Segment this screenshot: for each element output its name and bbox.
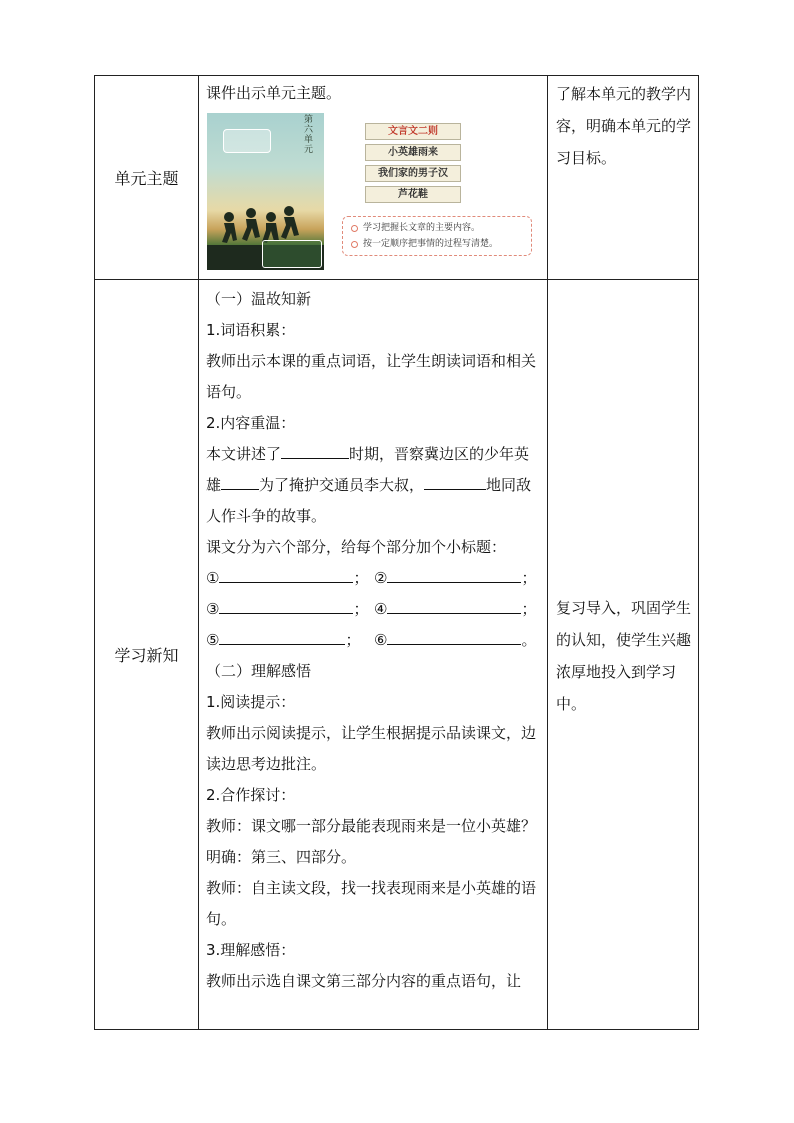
paragraph: 教师：课文哪一部分最能表现雨来是一位小英雄？	[206, 817, 537, 835]
step-label: 1.词语积累：	[206, 321, 296, 339]
step-label: 3.理解感悟：	[206, 941, 296, 959]
section-label: 学习新知	[95, 280, 199, 1030]
design-intent: 了解本单元的教学内容，明确本单元的学习目标。	[556, 85, 692, 167]
cover-vertical-title: 第六单元	[304, 115, 314, 155]
activity-cell	[199, 76, 548, 280]
subtitle-blanks-row: ① ； ② ；	[206, 563, 540, 594]
step-label: 2.内容重温：	[206, 414, 296, 432]
paragraph: 教师出示选自课文第三部分内容的重点语句，让	[206, 972, 522, 990]
subtitle-blanks-row: ③ ； ④ ；	[206, 594, 540, 625]
paragraph: 课文分为六个部分，给每个部分加个小标题：	[206, 538, 507, 556]
activity-cell	[199, 280, 548, 1030]
answer-blank	[281, 440, 349, 459]
lesson-title: 小英雄雨来	[365, 144, 461, 161]
answer-blank	[221, 471, 259, 490]
lesson-title: 我们家的男子汉	[365, 165, 461, 182]
paragraph: 教师：自主读文段，找一找表现雨来是小英雄的语句。	[206, 879, 537, 928]
cover-speech-bubble	[223, 129, 271, 153]
lesson-title: 文言文二则	[365, 123, 461, 140]
fill-in-paragraph: 本文讲述了 时期，晋察冀边区的少年英雄 为了掩护交通员李大叔， 地同敌人作斗争的故事。	[206, 439, 540, 532]
paragraph: 教师出示本课的重点词语，让学生朗读词语和相关语句。	[206, 352, 537, 401]
answer-blank	[387, 595, 521, 614]
subtitle-blanks-row: ⑤ ； ⑥ 。	[206, 625, 540, 656]
bullet-icon	[351, 241, 358, 248]
bullet-icon	[351, 225, 358, 232]
answer-blank	[219, 564, 353, 583]
section-label: 单元主题	[95, 76, 199, 280]
new-knowledge-row	[95, 280, 699, 1030]
unit-goal: 按一定顺序把事情的过程写清楚。	[363, 239, 499, 249]
unit-goal: 学习把握长文章的主要内容。	[363, 223, 481, 233]
unit-theme-row	[95, 76, 699, 280]
unit-cover-image	[207, 113, 324, 270]
intent-cell	[548, 76, 699, 280]
answer-blank	[219, 626, 345, 645]
answer-blank	[387, 564, 521, 583]
lesson-title: 芦花鞋	[365, 186, 461, 203]
activity-intro: 课件出示单元主题。	[206, 84, 342, 102]
answer-blank	[424, 471, 486, 490]
step-label: 2.合作探讨：	[206, 786, 296, 804]
unit-goals-box	[342, 216, 532, 256]
unit-theme-image	[207, 113, 537, 273]
intent-cell	[548, 280, 699, 1030]
answer-blank	[219, 595, 353, 614]
answer-blank	[387, 626, 521, 645]
cover-caption-box	[262, 240, 322, 268]
paragraph: 教师出示阅读提示，让学生根据提示品读课文，边读边思考边批注。	[206, 724, 537, 773]
subheading: （二）理解感悟	[206, 662, 312, 680]
lesson-plan-table	[94, 75, 699, 1030]
paragraph: 明确：第三、四部分。	[206, 848, 357, 866]
lesson-title-list	[365, 123, 461, 207]
subheading: （一）温故知新	[206, 290, 312, 308]
step-label: 1.阅读提示：	[206, 693, 296, 711]
design-intent: 复习导入，巩固学生的认知，使学生兴趣浓厚地投入到学习中。	[556, 598, 692, 713]
